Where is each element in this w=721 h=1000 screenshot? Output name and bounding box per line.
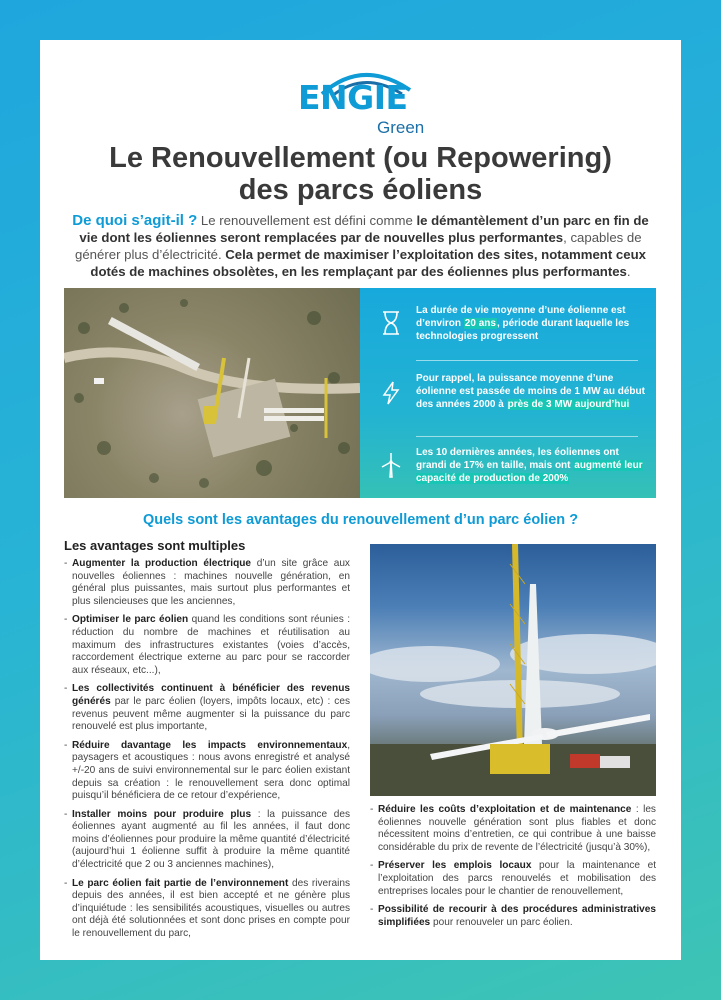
advantage-item <box>64 558 350 608</box>
fact-lifespan-highlight: 20 ans <box>464 318 496 329</box>
advantage-text: quand les conditions sont réunies : réduction du nombre de machines et réutilisation au maximum des infrastructures existantes (voies d’accès, raccordement électrique externe au parc pour se raccorder aux réseaux, etc...), <box>72 614 350 676</box>
advantage-item <box>64 683 350 733</box>
title-line-2: des parcs éoliens <box>238 174 483 206</box>
advantage-bold: Réduire davantage les impacts environnementaux <box>72 739 348 751</box>
advantage-text: des riverains depuis des années, il est bien accepté et ne génère plus d’inquiétude : les sensibilités acoustiques, visuelles ou autres ont déjà été solutionnées et sont donc prises en compte pour le renouvellement du parc, <box>72 877 350 940</box>
page-title <box>40 142 681 206</box>
fact-power-text: Pour rappel, la puissance moyenne d’une éolienne est passée de moins de 1 MW au début des années 2000 à près de 3 MW aujourd’hui <box>416 373 645 410</box>
advantage-item <box>64 740 350 803</box>
advantage-bold: Augmenter la production électrique <box>72 558 252 569</box>
title-line-1: Le Renouvellement (ou Repowering) <box>109 142 612 174</box>
facts-panel <box>360 288 656 498</box>
advantage-item <box>370 904 656 929</box>
intro-bold-1: le démantèlement d’un parc en fin de vie dont les éoliennes seront remplacées par de nouvelles plus performantes <box>79 213 649 245</box>
advantage-bold: Possibilité de recourir à des procédures administratives simplifiées <box>378 904 656 928</box>
lightning-icon <box>378 380 404 406</box>
advantage-bold: Les collectivités continuent à bénéficier des revenus générés <box>72 683 350 707</box>
advantages-list-title: Les avantages sont multiples <box>64 538 246 553</box>
advantage-item <box>64 878 350 941</box>
logo-brand: ENGIE <box>298 78 408 117</box>
advantage-text: pour renouveler un parc éolien. <box>430 916 573 928</box>
advantage-text: , paysagers et acoustiques : nous avons enregistré et analysé +/-20 ans de suivi environnemental sur le parc éolien existant depuis sa création : le renouvellement sera donc optimal puisqu’il bénéficiera de ce retour d’expérience, <box>72 739 350 802</box>
advantage-item <box>64 614 350 677</box>
fact-power <box>360 370 656 430</box>
advantages-list-right <box>370 804 656 935</box>
aerial-photo-illustration <box>64 288 360 498</box>
logo-sub: Green <box>377 118 425 137</box>
advantage-item <box>370 804 656 854</box>
intro-paragraph <box>64 212 657 280</box>
intro-question: De quoi s’agit-il ? <box>72 212 198 229</box>
turbine-photo-illustration <box>370 544 656 796</box>
intro-text-2: , capables de générer plus d’électricité. <box>75 230 642 262</box>
intro-text-1: Le renouvellement est défini comme <box>197 213 417 228</box>
advantage-bold: Installer moins pour produire plus <box>72 808 252 820</box>
engie-green-logo <box>292 64 432 146</box>
fact-size-text: Les 10 dernières années, les éoliennes ont grandi de 17% en taille, mais ont augmenté leur capacité de production de 200% <box>416 447 643 484</box>
advantage-text: : la puissance des éoliennes ayant augmenté au fil les années, il faut donc moins d’éoliennes pour produire la même quantité d’électricité (aujourd’hui 1 éolienne suffit à produire la même quantité d’électricité que 2 ou 3 anciennes machines), <box>72 808 350 871</box>
wind-turbine-icon <box>378 452 404 478</box>
advantage-item <box>370 860 656 898</box>
advantage-text: : les éoliennes nouvelle génération sont plus fiables et donc nécessitent moins d’entretien, ce qui contribue à une baisse considérable du prix de revente de l’électricité (jusqu’à 30%), <box>378 804 656 853</box>
advantage-text: pour la maintenance et l’exploitation des parcs renouvelés et mobilisation des entreprises locales pour le chantier de renouvellement, <box>378 860 656 897</box>
fact-lifespan <box>360 302 656 362</box>
fact-size <box>360 446 656 496</box>
advantage-text: par le parc éolien (loyers, impôts locaux, etc) : ces revenus peuvent même augmenter si la puissance du parc renouvelé est plus importante, <box>72 695 350 733</box>
hourglass-icon <box>378 310 404 336</box>
advantage-bold: Le parc éolien fait partie de l’environnement <box>72 877 289 889</box>
facts-divider <box>416 360 638 361</box>
advantage-bold: Optimiser le parc éolien <box>72 614 189 626</box>
advantage-item <box>64 809 350 872</box>
advantage-text: d’un site grâce aux nouvelles éoliennes : machines nouvelle génération, en général plus puissantes, mais surtout plus performantes et plus silencieuses que les anciennes, <box>72 558 350 607</box>
aerial-construction-photo <box>64 288 360 498</box>
advantages-heading: Quels sont les avantages du renouvellement d’un parc éolien ? <box>142 512 579 528</box>
intro-bold-2: Cela permet de maximiser l’exploitation des sites, notamment ceux dotés de machines obsolètes, en les remplaçant par des éoliennes plus performantes <box>90 247 646 279</box>
fact-power-highlight: près de 3 MW aujourd’hui <box>507 399 630 410</box>
fact-size-highlight: augmenté leur capacité de production de 200% <box>416 460 643 484</box>
advantages-list-left <box>64 558 350 947</box>
facts-divider <box>416 436 638 437</box>
flyer-page <box>40 40 681 960</box>
turbine-crane-photo <box>370 544 656 796</box>
advantage-bold: Préserver les emplois locaux <box>378 860 532 872</box>
intro-text-3: . <box>626 264 631 279</box>
fact-lifespan-text: La durée de vie moyenne d’une éolienne est d’environ 20 ans, période durant laquelle les technologies progressent <box>416 305 630 342</box>
advantage-bold: Réduire les coûts d’exploitation et de maintenance <box>378 804 632 815</box>
